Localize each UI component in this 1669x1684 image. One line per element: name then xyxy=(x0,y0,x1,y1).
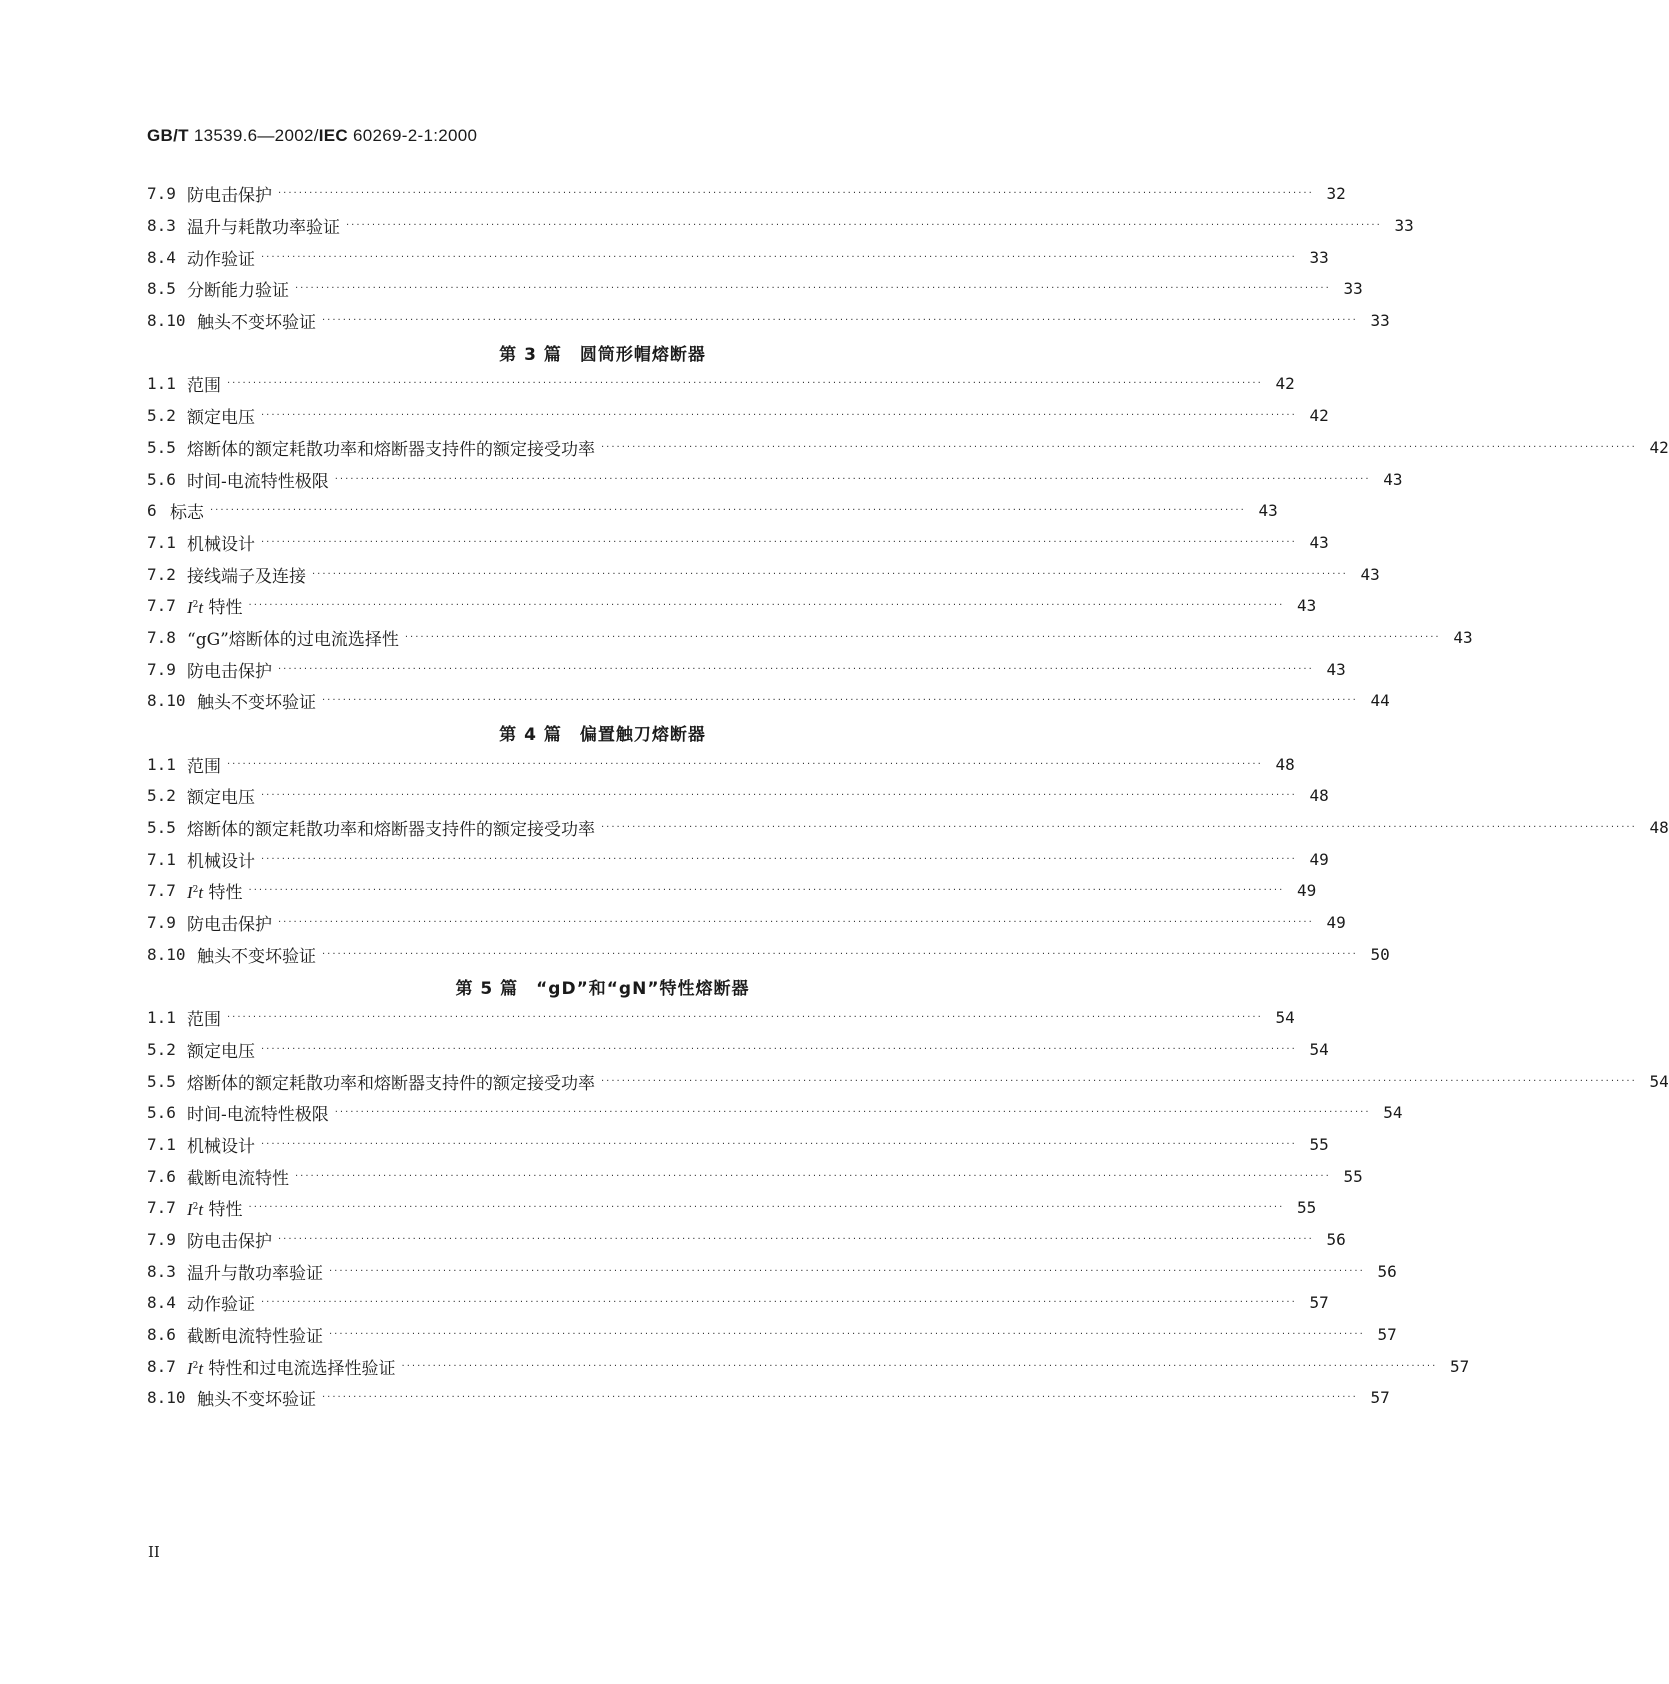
toc-entry-number: 5.6 xyxy=(147,1103,176,1123)
toc-entry-page: 33 xyxy=(1309,247,1329,267)
toc-entry[interactable] xyxy=(147,241,1329,273)
toc-entry-title: 标志 xyxy=(170,503,204,524)
toc-leader-dots: ········································································································································································································ xyxy=(210,505,1246,517)
math-t: t xyxy=(198,1358,204,1378)
toc-entry[interactable] xyxy=(147,843,1329,875)
toc-entry-title: 范围 xyxy=(187,376,221,397)
toc-leader-dots: ········································································································································································································ xyxy=(401,1360,1438,1372)
toc-entry[interactable] xyxy=(147,1382,1390,1414)
toc-leader-dots: ········································································································································································································ xyxy=(278,663,1314,675)
toc-entry-title: 范围 xyxy=(187,756,221,777)
toc-entry-page: 44 xyxy=(1370,691,1390,711)
toc-entry-title: 触头不变坏验证 xyxy=(197,946,316,967)
toc-leader-dots: ········································································································································································································ xyxy=(322,695,1358,707)
toc-entry[interactable] xyxy=(147,907,1346,939)
toc-leader-dots: ········································································································································································································ xyxy=(261,853,1297,865)
toc-leader-dots: ········································································································································································································ xyxy=(312,568,1348,580)
toc-entry-title: 机械设计 xyxy=(187,851,255,872)
toc-entry[interactable] xyxy=(147,368,1295,400)
section-heading-part-4: 第 4 篇 偏置触刀熔断器 xyxy=(499,725,706,746)
toc-leader-dots: ········································································································································································································ xyxy=(248,885,1285,897)
toc-entry[interactable] xyxy=(147,1002,1295,1034)
toc-entry[interactable] xyxy=(147,527,1329,559)
toc-entry-page: 56 xyxy=(1326,1230,1346,1250)
toc-entry-page: 57 xyxy=(1450,1356,1470,1376)
toc-entry-page: 43 xyxy=(1309,532,1329,552)
toc-entry[interactable] xyxy=(147,210,1414,242)
toc-leader-dots: ········································································································································································································ xyxy=(329,1265,1365,1277)
toc-entry-page: 54 xyxy=(1649,1071,1669,1091)
toc-entry-page: 33 xyxy=(1394,216,1414,236)
math-superscript-2: 2 xyxy=(192,1360,199,1371)
math-I: I xyxy=(187,1358,193,1378)
toc-entry-title: 动作验证 xyxy=(187,249,255,270)
toc-entry[interactable] xyxy=(147,558,1380,590)
toc-leader-dots: ········································································································································································································ xyxy=(227,1012,1263,1024)
toc-entry[interactable] xyxy=(147,1319,1397,1351)
toc-entry-number: 8.6 xyxy=(147,1325,176,1345)
section-heading-part-5: 第 5 篇 “gD”和“gN”特性熔断器 xyxy=(455,978,750,999)
toc-entry-page: 57 xyxy=(1377,1325,1397,1345)
toc-entry[interactable] xyxy=(147,939,1390,971)
toc-entry-page: 42 xyxy=(1309,406,1329,426)
toc-entry-title: 额定电压 xyxy=(187,1041,255,1062)
toc-entry-number: 8.10 xyxy=(147,944,186,964)
toc-leader-dots: ········································································································································································································ xyxy=(278,1234,1314,1246)
toc-leader-dots: ········································································································································································································ xyxy=(322,315,1358,327)
toc-entry-title: 机械设计 xyxy=(187,1136,255,1157)
toc-leader-dots: ········································································································································································································ xyxy=(261,1297,1297,1309)
toc-entry-title: 触头不变坏验证 xyxy=(197,313,316,334)
toc-entry-title: 动作验证 xyxy=(187,1295,255,1316)
toc-entry-page: 43 xyxy=(1297,596,1317,616)
toc-entry-page: 48 xyxy=(1275,754,1295,774)
toc-leader-dots: ········································································································································································································ xyxy=(248,600,1285,612)
toc-leader-dots: ········································································································································································································ xyxy=(261,536,1297,548)
toc-entry[interactable] xyxy=(147,875,1317,907)
toc-entry-page: 43 xyxy=(1360,564,1380,584)
toc-entry-page: 48 xyxy=(1649,818,1669,838)
toc-entry[interactable] xyxy=(147,1350,1470,1382)
toc-leader-dots: ········································································································································································································ xyxy=(261,1138,1297,1150)
toc-entry[interactable] xyxy=(147,273,1363,305)
toc-entry-number: 7.7 xyxy=(147,881,176,901)
toc-entry-number: 7.2 xyxy=(147,564,176,584)
toc-entry-page: 50 xyxy=(1370,944,1390,964)
toc-entry-title: 防电击保护 xyxy=(187,186,272,207)
toc-leader-dots: ········································································································································································································ xyxy=(601,441,1637,453)
toc-entry-title: “gG”熔断体的过电流选择性 xyxy=(187,629,399,650)
toc-entry-title: 范围 xyxy=(187,1010,221,1031)
toc-entry[interactable] xyxy=(147,685,1390,717)
toc-entry-title-text: 特性 xyxy=(203,1200,243,1221)
toc-entry-number: 7.6 xyxy=(147,1166,176,1186)
toc-entry-number: 5.6 xyxy=(147,469,176,489)
toc-entry-number: 8.7 xyxy=(147,1356,176,1376)
toc-entry-title: 防电击保护 xyxy=(187,915,272,936)
toc-leader-dots: ········································································································································································································ xyxy=(261,251,1297,263)
toc-entry[interactable] xyxy=(147,1160,1363,1192)
math-superscript-2: 2 xyxy=(192,885,199,896)
toc-leader-dots: ········································································································································································································ xyxy=(601,1075,1637,1087)
toc-entry[interactable] xyxy=(147,1192,1317,1224)
toc-entry-title: 机械设计 xyxy=(187,534,255,555)
toc-entry-number: 5.5 xyxy=(147,818,176,838)
toc-entry[interactable] xyxy=(147,590,1317,622)
toc-entry-number: 8.5 xyxy=(147,279,176,299)
toc-entry-page: 33 xyxy=(1343,279,1363,299)
toc-entry[interactable] xyxy=(147,748,1295,780)
toc-entry-title: 熔断体的额定耗散功率和熔断器支持件的额定接受功率 xyxy=(187,1073,595,1094)
toc-entry-page: 43 xyxy=(1383,469,1403,489)
toc-entry-page: 49 xyxy=(1309,849,1329,869)
standard-number-header xyxy=(147,126,477,146)
toc-entry-number: 5.5 xyxy=(147,1071,176,1091)
toc-leader-dots: ········································································································································································································ xyxy=(322,948,1358,960)
toc-leader-dots: ········································································································································································································ xyxy=(227,378,1263,390)
toc-entry-title: 触头不变坏验证 xyxy=(197,693,316,714)
toc-entry[interactable] xyxy=(147,400,1329,432)
toc-entry-title: 时间-电流特性极限 xyxy=(187,1105,329,1126)
toc-entry-title-text: 特性和过电流选择性验证 xyxy=(203,1358,396,1379)
toc-entry[interactable] xyxy=(147,1097,1403,1129)
toc-entry-number: 5.2 xyxy=(147,406,176,426)
iec-prefix: IEC xyxy=(318,126,348,145)
toc-leader-dots: ········································································································································································································ xyxy=(322,1392,1358,1404)
toc-entry-page: 55 xyxy=(1297,1198,1317,1218)
std-prefix: GB/T xyxy=(147,126,189,145)
toc-entry-title: 温升与散功率验证 xyxy=(187,1263,323,1284)
toc-entry-number: 8.3 xyxy=(147,1261,176,1281)
toc-entry-number: 7.1 xyxy=(147,1134,176,1154)
toc-entry-page: 54 xyxy=(1275,1008,1295,1028)
toc-leader-dots: ········································································································································································································ xyxy=(248,1202,1285,1214)
toc-entry-number: 7.7 xyxy=(147,1198,176,1218)
toc-entry-page: 43 xyxy=(1258,501,1278,521)
toc-entry-title: 分断能力验证 xyxy=(187,281,289,302)
toc-leader-dots: ········································································································································································································ xyxy=(295,283,1331,295)
toc-entry[interactable] xyxy=(147,653,1346,685)
toc-entry[interactable] xyxy=(147,1065,1669,1097)
toc-entry-page: 43 xyxy=(1453,627,1473,647)
toc-entry-title xyxy=(187,1195,245,1220)
toc-entry[interactable] xyxy=(147,463,1403,495)
toc-entry-page: 54 xyxy=(1383,1103,1403,1123)
toc-entry-title: 额定电压 xyxy=(187,408,255,429)
toc-entry[interactable] xyxy=(147,1255,1397,1287)
toc-entry-page: 54 xyxy=(1309,1039,1329,1059)
toc-entry-title xyxy=(187,593,245,618)
toc-entry-page: 32 xyxy=(1326,184,1346,204)
toc-entry-page: 57 xyxy=(1370,1388,1390,1408)
toc-entry[interactable] xyxy=(147,622,1473,654)
toc-entry-title xyxy=(187,1354,398,1379)
toc-leader-dots: ········································································································································································································ xyxy=(601,822,1637,834)
toc-entry-page: 55 xyxy=(1343,1166,1363,1186)
toc-entry-title: 接线端子及连接 xyxy=(187,566,306,587)
toc-leader-dots: ········································································································································································································ xyxy=(404,631,1441,643)
toc-entry-title: 额定电压 xyxy=(187,788,255,809)
toc-entry-page: 48 xyxy=(1309,786,1329,806)
math-superscript-2: 2 xyxy=(192,600,199,611)
toc-entry[interactable] xyxy=(147,178,1346,210)
toc-entry[interactable] xyxy=(147,1129,1329,1161)
toc-entry-number: 7.8 xyxy=(147,627,176,647)
toc-entry[interactable] xyxy=(147,495,1278,527)
math-t: t xyxy=(198,883,204,903)
toc-entry-number: 1.1 xyxy=(147,754,176,774)
toc-leader-dots: ········································································································································································································ xyxy=(295,1170,1331,1182)
toc-entry-page: 57 xyxy=(1309,1293,1329,1313)
toc-entry-page: 55 xyxy=(1309,1134,1329,1154)
toc-entry-number: 7.9 xyxy=(147,913,176,933)
toc-entry-number: 8.10 xyxy=(147,311,186,331)
toc-entry-number: 8.4 xyxy=(147,1293,176,1313)
toc-leader-dots: ········································································································································································································ xyxy=(261,1043,1297,1055)
toc-entry-page: 42 xyxy=(1649,437,1669,457)
std-number: 13539.6—2002/ xyxy=(188,126,319,145)
toc-entry-number: 1.1 xyxy=(147,374,176,394)
toc-leader-dots: ········································································································································································································ xyxy=(334,1107,1371,1119)
toc-entry-number: 7.1 xyxy=(147,532,176,552)
math-superscript-2: 2 xyxy=(192,1202,199,1213)
math-t: t xyxy=(198,598,204,618)
toc-entry-number: 5.5 xyxy=(147,437,176,457)
toc-leader-dots: ········································································································································································································ xyxy=(278,188,1314,200)
toc-entry[interactable] xyxy=(147,812,1669,844)
toc-entry-title: 防电击保护 xyxy=(187,661,272,682)
toc-entry-number: 6 xyxy=(147,501,157,521)
toc-entry-number: 8.10 xyxy=(147,691,186,711)
toc-entry-number: 1.1 xyxy=(147,1008,176,1028)
math-I: I xyxy=(187,1200,193,1220)
toc-entry-title: 触头不变坏验证 xyxy=(197,1390,316,1411)
math-t: t xyxy=(198,1200,204,1220)
toc-entry-title: 防电击保护 xyxy=(187,1232,272,1253)
toc-entry-number: 7.9 xyxy=(147,659,176,679)
toc-entry-title: 熔断体的额定耗散功率和熔断器支持件的额定接受功率 xyxy=(187,820,595,841)
toc-entry-number: 7.7 xyxy=(147,596,176,616)
math-I: I xyxy=(187,598,193,618)
toc-entry-number: 8.10 xyxy=(147,1388,186,1408)
toc-entry[interactable] xyxy=(147,432,1669,464)
toc-entry-page: 49 xyxy=(1297,881,1317,901)
page-number-roman: II xyxy=(148,1543,160,1561)
toc-leader-dots: ········································································································································································································ xyxy=(261,410,1297,422)
section-heading-part-3: 第 3 篇 圆筒形帽熔断器 xyxy=(499,344,706,365)
toc-entry-number: 8.3 xyxy=(147,216,176,236)
toc-entry-number: 5.2 xyxy=(147,1039,176,1059)
toc-leader-dots: ········································································································································································································ xyxy=(346,220,1382,232)
toc-entry-number: 7.9 xyxy=(147,1230,176,1250)
toc-leader-dots: ········································································································································································································ xyxy=(334,473,1371,485)
table-of-contents xyxy=(147,178,1669,1414)
toc-entry-title: 熔断体的额定耗散功率和熔断器支持件的额定接受功率 xyxy=(187,439,595,460)
toc-entry-title xyxy=(187,878,245,903)
toc-entry[interactable] xyxy=(147,1287,1329,1319)
toc-entry-title-text: 特性 xyxy=(203,598,243,619)
toc-entry-number: 7.1 xyxy=(147,849,176,869)
toc-entry-page: 43 xyxy=(1326,659,1346,679)
toc-entry-page: 42 xyxy=(1275,374,1295,394)
toc-leader-dots: ········································································································································································································ xyxy=(261,790,1297,802)
toc-entry-title: 温升与耗散功率验证 xyxy=(187,218,340,239)
toc-entry[interactable] xyxy=(147,780,1329,812)
math-I: I xyxy=(187,883,193,903)
toc-entry-number: 7.9 xyxy=(147,184,176,204)
toc-leader-dots: ········································································································································································································ xyxy=(278,917,1314,929)
toc-entry[interactable] xyxy=(147,305,1390,337)
toc-entry-number: 5.2 xyxy=(147,786,176,806)
toc-entry-title-text: 特性 xyxy=(203,883,243,904)
toc-entry-title: 截断电流特性验证 xyxy=(187,1327,323,1348)
toc-leader-dots: ········································································································································································································ xyxy=(329,1329,1365,1341)
toc-entry-number: 8.4 xyxy=(147,247,176,267)
toc-leader-dots: ········································································································································································································ xyxy=(227,758,1263,770)
toc-entry[interactable] xyxy=(147,1034,1329,1066)
iec-number: 60269-2-1:2000 xyxy=(347,126,478,145)
toc-entry[interactable] xyxy=(147,1224,1346,1256)
toc-entry-page: 33 xyxy=(1370,311,1390,331)
toc-entry-page: 56 xyxy=(1377,1261,1397,1281)
toc-entry-title: 截断电流特性 xyxy=(187,1168,289,1189)
toc-entry-page: 49 xyxy=(1326,913,1346,933)
toc-entry-title: 时间-电流特性极限 xyxy=(187,471,329,492)
